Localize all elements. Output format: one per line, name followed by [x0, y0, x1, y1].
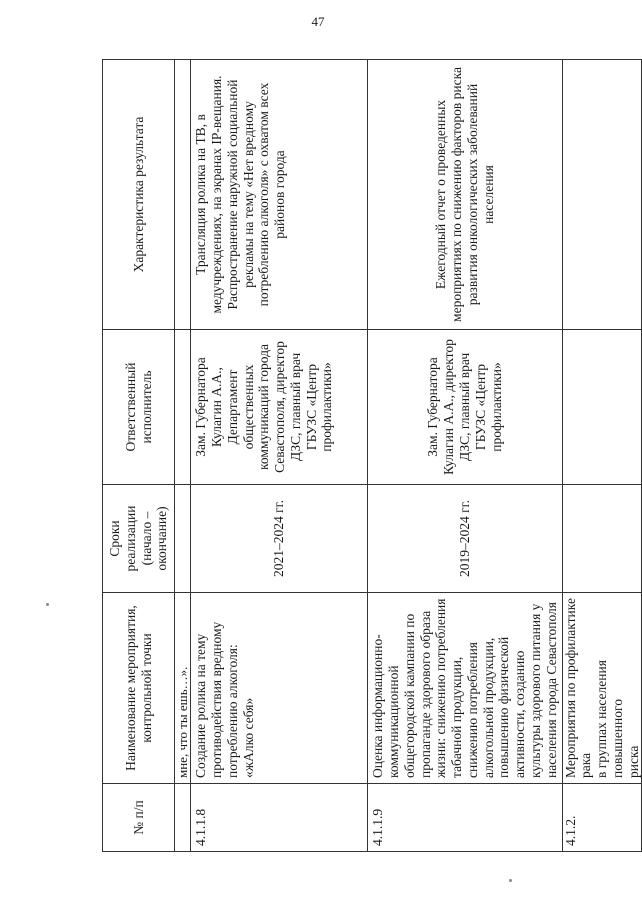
cell-name: Оценка информационно-коммуникационной общегородской кампании по пропаганде здорового образа жизни: снижению потребления табачной продукции, снижению потребления алкогольной продукции, повышению физической активности, созданию культуры здорового питания у населения города Севастополя	[368, 593, 562, 784]
cell-name-continuation: мне, что ты ешь…».	[175, 593, 191, 784]
rotated-table-wrapper	[102, 60, 641, 852]
header-num: № п/п	[103, 784, 175, 852]
cell-name-line: риска	[625, 745, 641, 778]
table-row	[368, 60, 562, 852]
cell-period	[562, 485, 642, 593]
cell-name	[562, 593, 642, 784]
cell-period: 2019–2024 гг.	[368, 485, 562, 593]
cell-num: 4.1.1.8	[191, 784, 368, 852]
cell-responsible: Зам. Губернатора Кулагин А.А., Департамент общественных коммуникаций города Севастополя, директор ДЗС, главный врач ГБУЗС «Центр профилактики»	[191, 330, 368, 485]
table-row	[562, 60, 642, 852]
cell-num: 4.1.1.9	[368, 784, 562, 852]
table-header-row	[103, 60, 175, 852]
table-row	[191, 60, 368, 852]
scan-speck	[509, 879, 512, 882]
cell-result-continuation	[175, 60, 191, 330]
cell-result	[562, 60, 642, 330]
cell-result: Ежегодный отчет о проведенных мероприятиях по снижению факторов риска развития онкологических заболеваний населения	[368, 60, 562, 330]
scan-speck	[46, 603, 49, 606]
cell-name-line: Мероприятия по профилактике рака	[562, 598, 594, 778]
cell-num-continuation	[175, 784, 191, 852]
header-result: Характеристика результата	[103, 60, 175, 330]
cell-name-line: в группах населения повышенного	[594, 660, 625, 778]
cell-responsible: Зам. Губернатора Кулагин А.А., директор ДЗС, главный врач ГБУЗС «Центр профилактики»	[368, 330, 562, 485]
table-row-continuation	[175, 60, 191, 852]
measures-table	[102, 59, 642, 852]
page-number: 47	[311, 14, 325, 29]
cell-period-continuation	[175, 485, 191, 593]
cell-responsible	[562, 330, 642, 485]
header-period: Сроки реализации (начало – окончание)	[103, 485, 175, 593]
cell-num: 4.1.2.	[562, 784, 642, 852]
header-name: Наименование мероприятия, контрольной точки	[103, 593, 175, 784]
cell-period: 2021–2024 гг.	[191, 485, 368, 593]
cell-responsible-continuation	[175, 330, 191, 485]
cell-name: Создание ролика на тему противодействия вредному потреблению алкоголя: «жАлко себя»	[191, 593, 368, 784]
cell-result: Трансляция ролика на ТВ, в медучреждениях, на экранах IP-вещания. Распространение наружной социальной рекламы на тему «Нет вредному потреблению алкоголя» с охватом всех районов города	[191, 60, 368, 330]
header-responsible: Ответственный исполнитель	[103, 330, 175, 485]
